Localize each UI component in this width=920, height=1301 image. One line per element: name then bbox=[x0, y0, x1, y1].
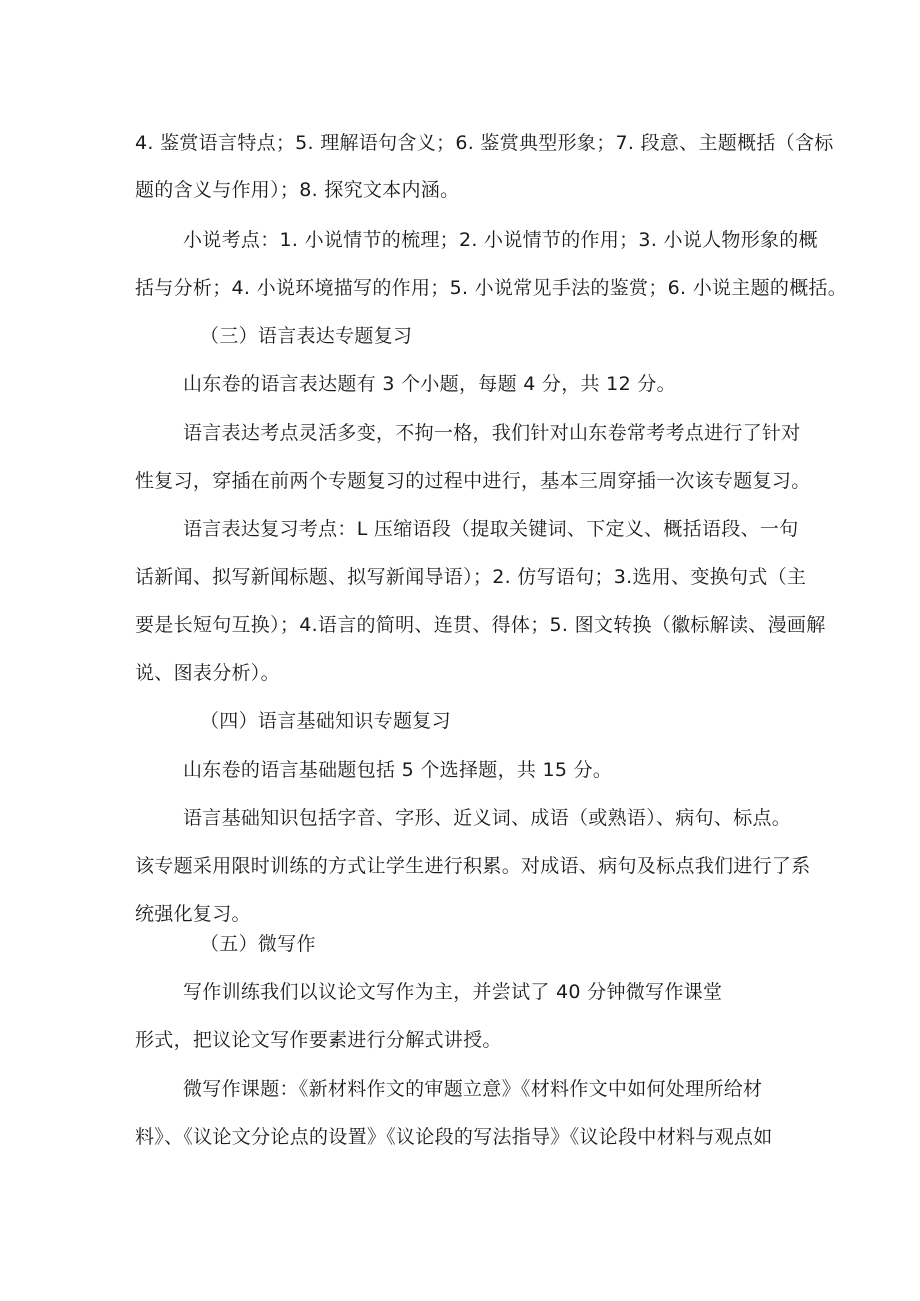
text-line: 微写作课题：《新材料作文的审题立意》《材料作文中如何处理所给材 bbox=[183, 1078, 763, 1100]
text-line: 题的含义与作用）；8. 探究文本内涵。 bbox=[135, 179, 460, 201]
text-line: 语言表达考点灵活多变，不拘一格，我们针对山东卷常考考点进行了针对 bbox=[183, 422, 801, 444]
text-line: 性复习，穿插在前两个专题复习的过程中进行，基本三周穿插一次该专题复习。 bbox=[135, 470, 811, 492]
section-heading: （四）语言基础知识专题复习 bbox=[200, 710, 451, 732]
text-line: 料》、《议论文分论点的设置》《议论段的写法指导》《议论段中材料与观点如 bbox=[135, 1126, 773, 1148]
text-line: 该专题采用限时训练的方式让学生进行积累。对成语、病句及标点我们进行了系 bbox=[135, 855, 811, 877]
section-heading: （三）语言表达专题复习 bbox=[200, 325, 413, 347]
text-line: 要是长短句互换）；4.语言的简明、连贯、得体；5. 图文转换（徽标解读、漫画解 bbox=[135, 614, 826, 636]
text-line: 4. 鉴赏语言特点；5. 理解语句含义；6. 鉴赏典型形象；7. 段意、主题概括（含标 bbox=[135, 132, 834, 154]
text-line: 说、图表分析）。 bbox=[135, 662, 280, 684]
text-line: 括与分析；4. 小说环境描写的作用；5. 小说常见手法的鉴赏；6. 小说主题的概括。 bbox=[135, 277, 848, 299]
text-line: 小说考点：1. 小说情节的梳理；2. 小说情节的作用；3. 小说人物形象的概 bbox=[183, 229, 818, 251]
text-line: 话新闻、拟写新闻标题、拟写新闻导语）；2. 仿写语句；3.选用、变换句式（主 bbox=[135, 566, 807, 588]
text-line: 山东卷的语言表达题有 3 个小题，每题 4 分，共 12 分。 bbox=[183, 373, 676, 395]
section-heading: （五）微写作 bbox=[200, 933, 316, 955]
text-line: 形式，把议论文写作要素进行分解式讲授。 bbox=[135, 1029, 502, 1051]
text-line: 统强化复习。 bbox=[135, 903, 251, 925]
text-line: 写作训练我们以议论文写作为主，并尝试了 40 分钟微写作课堂 bbox=[183, 981, 723, 1003]
text-line: 语言基础知识包括字音、字形、近义词、成语（或熟语）、病句、标点。 bbox=[183, 807, 792, 829]
text-line: 山东卷的语言基础题包括 5 个选择题，共 15 分。 bbox=[183, 759, 613, 781]
text-line: 语言表达复习考点：L 压缩语段（提取关键词、下定义、概括语段、一句 bbox=[183, 518, 799, 540]
